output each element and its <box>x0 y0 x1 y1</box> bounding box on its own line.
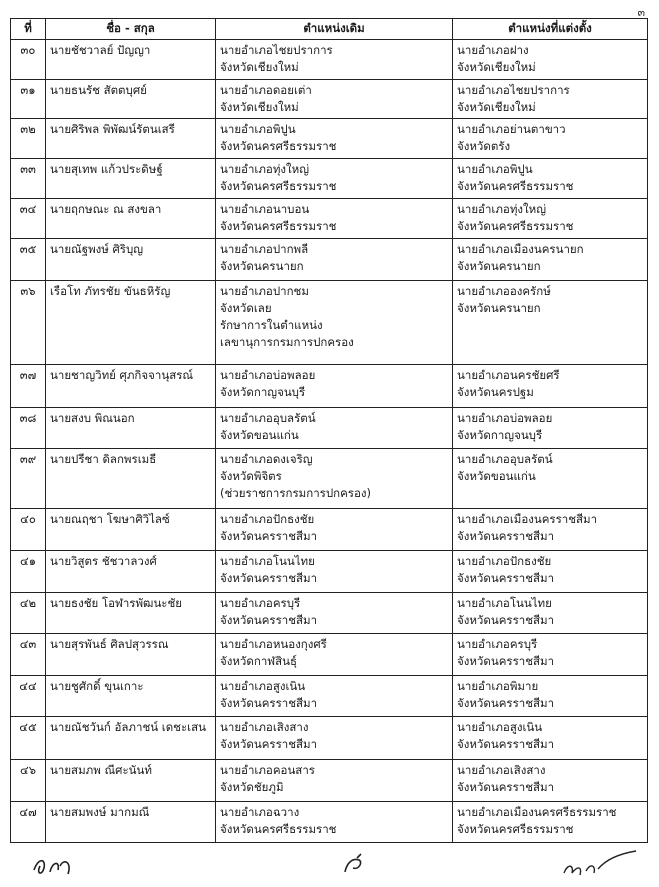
header-name: ชื่อ - สกุล <box>46 19 216 40</box>
page-number: ๓ <box>637 6 645 19</box>
row-name: นายสุรพันธ์ ศิลปสุวรรณ <box>46 634 216 676</box>
new-position-line: จังหวัดนครนายก <box>457 259 541 273</box>
new-position-line: นายอำเภอเมืองนครนายก <box>457 242 584 256</box>
row-old-position <box>216 449 453 509</box>
new-position-line: จังหวัดนครศรีธรรมราช <box>457 179 574 193</box>
table-row <box>11 593 648 634</box>
new-position-line: นายอำเภอครบุรี <box>457 637 538 651</box>
row-old-position <box>216 551 453 593</box>
old-position-line: จังหวัดเลย <box>220 301 272 315</box>
old-position-line: นายอำเภอฉวาง <box>220 805 300 819</box>
row-old-position <box>216 281 453 365</box>
row-number: ๔๓ <box>11 634 46 676</box>
old-position-line: จังหวัดนครราชสีมา <box>220 571 318 585</box>
old-position-line: จังหวัดชัยภูมิ <box>220 780 284 794</box>
old-position-line: จังหวัดเชียงใหม่ <box>220 100 299 114</box>
old-position-line: นายอำเภอโนนไทย <box>220 554 315 568</box>
row-number: ๓๘ <box>11 408 46 449</box>
row-old-position <box>216 593 453 634</box>
old-position-line: นายอำเภอปากพลี <box>220 242 309 256</box>
new-position-line: นายอำเภอองครักษ์ <box>457 284 551 298</box>
new-position-line: จังหวัดนครราชสีมา <box>457 529 555 543</box>
row-name: นายศิริพล พิพัฒน์รัตนเสรี <box>46 119 216 159</box>
row-number: ๔๒ <box>11 593 46 634</box>
table-row <box>11 760 648 802</box>
row-number: ๔๑ <box>11 551 46 593</box>
old-position-line: จังหวัดนครศรีธรรมราช <box>220 179 337 193</box>
row-name: นายชูศักดิ์ ขุนเกาะ <box>46 676 216 717</box>
old-position-line: นายอำเภอนาบอน <box>220 202 310 216</box>
old-position-line: นายอำเภออุบลรัตน์ <box>220 411 316 425</box>
row-number: ๓๕ <box>11 239 46 281</box>
row-name: นายฤกษณะ ณ สงขลา <box>46 199 216 239</box>
old-position-line: จังหวัดนครราชสีมา <box>220 613 318 627</box>
row-old-position <box>216 760 453 802</box>
new-position-line: จังหวัดขอนแก่น <box>457 469 536 483</box>
new-position-line: จังหวัดนครราชสีมา <box>457 654 555 668</box>
row-new-position <box>453 40 648 80</box>
row-new-position <box>453 760 648 802</box>
old-position-line: จังหวัดขอนแก่น <box>220 428 299 442</box>
old-position-line: จังหวัดเชียงใหม่ <box>220 60 299 74</box>
row-number: ๓๖ <box>11 281 46 365</box>
table-row <box>11 40 648 80</box>
new-position-line: นายอำเภอฝาง <box>457 43 529 57</box>
row-name: นายณัฐพงษ์ ศิริบุญ <box>46 239 216 281</box>
new-position-line: นายอำเภอย่านตาขาว <box>457 122 566 136</box>
old-position-line: นายอำเภอพิปูน <box>220 122 296 136</box>
row-number: ๓๔ <box>11 199 46 239</box>
row-number: ๔๐ <box>11 509 46 551</box>
row-new-position <box>453 119 648 159</box>
row-new-position <box>453 634 648 676</box>
row-new-position <box>453 239 648 281</box>
row-number: ๔๕ <box>11 717 46 760</box>
old-position-line: จังหวัดนครนายก <box>220 259 304 273</box>
row-name: นายสุเทพ แก้วประดิษฐ์ <box>46 159 216 199</box>
old-position-line: จังหวัดพิจิตร <box>220 469 282 483</box>
row-new-position <box>453 80 648 119</box>
new-position-line: นายอำเภอเมืองนครราชสีมา <box>457 512 598 526</box>
row-number: ๔๗ <box>11 802 46 843</box>
table-row <box>11 634 648 676</box>
row-new-position <box>453 281 648 365</box>
row-name: นายณฤชา โฆษาศิวิไลซ์ <box>46 509 216 551</box>
signature-initials-left <box>30 854 78 880</box>
new-position-line: จังหวัดตรัง <box>457 139 511 153</box>
old-position-line: จังหวัดนครราชสีมา <box>220 529 318 543</box>
table-row <box>11 119 648 159</box>
header-old-position: ตำแหน่งเดิม <box>216 19 453 40</box>
table-row <box>11 676 648 717</box>
old-position-line: จังหวัดนครศรีธรรมราช <box>220 139 337 153</box>
row-new-position <box>453 159 648 199</box>
row-old-position <box>216 634 453 676</box>
row-old-position <box>216 119 453 159</box>
new-position-line: นายอำเภอเสิงสาง <box>457 763 546 777</box>
new-position-line: นายอำเภอทุ่งใหญ่ <box>457 202 547 216</box>
new-position-line: จังหวัดเชียงใหม่ <box>457 100 536 114</box>
signature-initials-right <box>560 843 640 883</box>
new-position-line: จังหวัดนครราชสีมา <box>457 696 555 710</box>
row-new-position <box>453 509 648 551</box>
old-position-line: (ช่วยราชการกรมการปกครอง) <box>220 486 371 500</box>
header-new-position: ตำแหน่งที่แต่งตั้ง <box>453 19 648 40</box>
table-row <box>11 199 648 239</box>
old-position-line: นายอำเภอดงเจริญ <box>220 452 313 466</box>
row-number: ๔๔ <box>11 676 46 717</box>
old-position-line: จังหวัดกาฬสินธุ์ <box>220 654 298 668</box>
row-new-position <box>453 593 648 634</box>
table-row <box>11 239 648 281</box>
row-new-position <box>453 365 648 408</box>
row-new-position <box>453 408 648 449</box>
old-position-line: นายอำเภอคอนสาร <box>220 763 315 777</box>
header-no: ที่ <box>11 19 46 40</box>
table-row <box>11 281 648 365</box>
row-number: ๓๒ <box>11 119 46 159</box>
table-row <box>11 365 648 408</box>
old-position-line: จังหวัดนครราชสีมา <box>220 737 318 751</box>
new-position-line: จังหวัดนครปฐม <box>457 385 534 399</box>
new-position-line: จังหวัดนครนายก <box>457 301 541 315</box>
row-name: นายสมพงษ์ มากมณี <box>46 802 216 843</box>
table-row <box>11 408 648 449</box>
new-position-line: นายอำเภอสูงเนิน <box>457 720 543 734</box>
row-new-position <box>453 717 648 760</box>
table-header-row <box>11 19 648 40</box>
new-position-line: นายอำเภออุบลรัตน์ <box>457 452 553 466</box>
new-position-line: นายอำเภอบ่อพลอย <box>457 411 553 425</box>
row-name: นายชาญวิทย์ ศุภกิจจานุสรณ์ <box>46 365 216 408</box>
row-name: เรือโท ภัทรชัย ขันธหิรัญ <box>46 281 216 365</box>
old-position-line: นายอำเภอเสิงสาง <box>220 720 309 734</box>
row-new-position <box>453 449 648 509</box>
old-position-line: จังหวัดนครราชสีมา <box>220 696 318 710</box>
new-position-line: จังหวัดนครศรีธรรมราช <box>457 822 574 836</box>
new-position-line: นายอำเภอเมืองนครศรีธรรมราช <box>457 805 617 819</box>
row-old-position <box>216 408 453 449</box>
new-position-line: จังหวัดนครราชสีมา <box>457 780 555 794</box>
old-position-line: เลขานุการกรมการปกครอง <box>220 335 354 349</box>
appointment-table <box>10 18 648 843</box>
old-position-line: นายอำเภอสูงเนิน <box>220 679 306 693</box>
row-name: นายชัชวาลย์ ปัญญา <box>46 40 216 80</box>
row-old-position <box>216 199 453 239</box>
new-position-line: จังหวัดเชียงใหม่ <box>457 60 536 74</box>
signature-initials-center <box>339 852 369 876</box>
row-name: นายสมภพ ณีศะนันท์ <box>46 760 216 802</box>
old-position-line: จังหวัดนครศรีธรรมราช <box>220 822 337 836</box>
row-new-position <box>453 676 648 717</box>
new-position-line: นายอำเภอพิมาย <box>457 679 539 693</box>
row-new-position <box>453 199 648 239</box>
old-position-line: นายอำเภอปากชม <box>220 284 309 298</box>
row-name: นายวิสูตร ชัชวาลวงศ์ <box>46 551 216 593</box>
row-name: นายสงบ พิณนอก <box>46 408 216 449</box>
table-row <box>11 551 648 593</box>
row-old-position <box>216 239 453 281</box>
row-old-position <box>216 802 453 843</box>
old-position-line: นายอำเภอครบุรี <box>220 596 301 610</box>
old-position-line: นายอำเภอดอยเต่า <box>220 83 312 97</box>
new-position-line: จังหวัดนครราชสีมา <box>457 737 555 751</box>
row-old-position <box>216 159 453 199</box>
table-row <box>11 802 648 843</box>
table-row <box>11 159 648 199</box>
table-row <box>11 449 648 509</box>
new-position-line: จังหวัดนครศรีธรรมราช <box>457 219 574 233</box>
old-position-line: นายอำเภอไชยปราการ <box>220 43 333 57</box>
row-name: นายณัชวันก์ อัลภาชน์ เดชะเสน <box>46 717 216 760</box>
old-position-line: นายอำเภอปักธงชัย <box>220 512 315 526</box>
row-old-position <box>216 80 453 119</box>
table-row <box>11 717 648 760</box>
row-old-position <box>216 509 453 551</box>
new-position-line: จังหวัดนครราชสีมา <box>457 571 555 585</box>
row-new-position <box>453 802 648 843</box>
row-number: ๓๗ <box>11 365 46 408</box>
row-name: นายธงชัย โอฬารพัฒนะชัย <box>46 593 216 634</box>
row-old-position <box>216 676 453 717</box>
old-position-line: รักษาการในตำแหน่ง <box>220 318 323 332</box>
row-name: นายปรีชา ดิลกพรเมธี <box>46 449 216 509</box>
table-row <box>11 80 648 119</box>
new-position-line: จังหวัดนครราชสีมา <box>457 613 555 627</box>
row-number: ๔๖ <box>11 760 46 802</box>
row-number: ๓๐ <box>11 40 46 80</box>
row-name: นายธนรัช สัตตบุศย์ <box>46 80 216 119</box>
row-old-position <box>216 40 453 80</box>
row-number: ๓๙ <box>11 449 46 509</box>
table-row <box>11 509 648 551</box>
old-position-line: นายอำเภอหนองกุงศรี <box>220 637 327 651</box>
old-position-line: จังหวัดนครศรีธรรมราช <box>220 219 337 233</box>
old-position-line: นายอำเภอทุ่งใหญ่ <box>220 162 310 176</box>
old-position-line: นายอำเภอบ่อพลอย <box>220 368 316 382</box>
row-number: ๓๓ <box>11 159 46 199</box>
new-position-line: นายอำเภอปักธงชัย <box>457 554 552 568</box>
row-old-position <box>216 717 453 760</box>
row-old-position <box>216 365 453 408</box>
new-position-line: จังหวัดกาญจนบุรี <box>457 428 543 442</box>
new-position-line: นายอำเภอพิปูน <box>457 162 533 176</box>
old-position-line: จังหวัดกาญจนบุรี <box>220 385 306 399</box>
new-position-line: นายอำเภอนครชัยศรี <box>457 368 560 382</box>
new-position-line: นายอำเภอโนนไทย <box>457 596 552 610</box>
new-position-line: นายอำเภอไชยปราการ <box>457 83 570 97</box>
row-new-position <box>453 551 648 593</box>
row-number: ๓๑ <box>11 80 46 119</box>
